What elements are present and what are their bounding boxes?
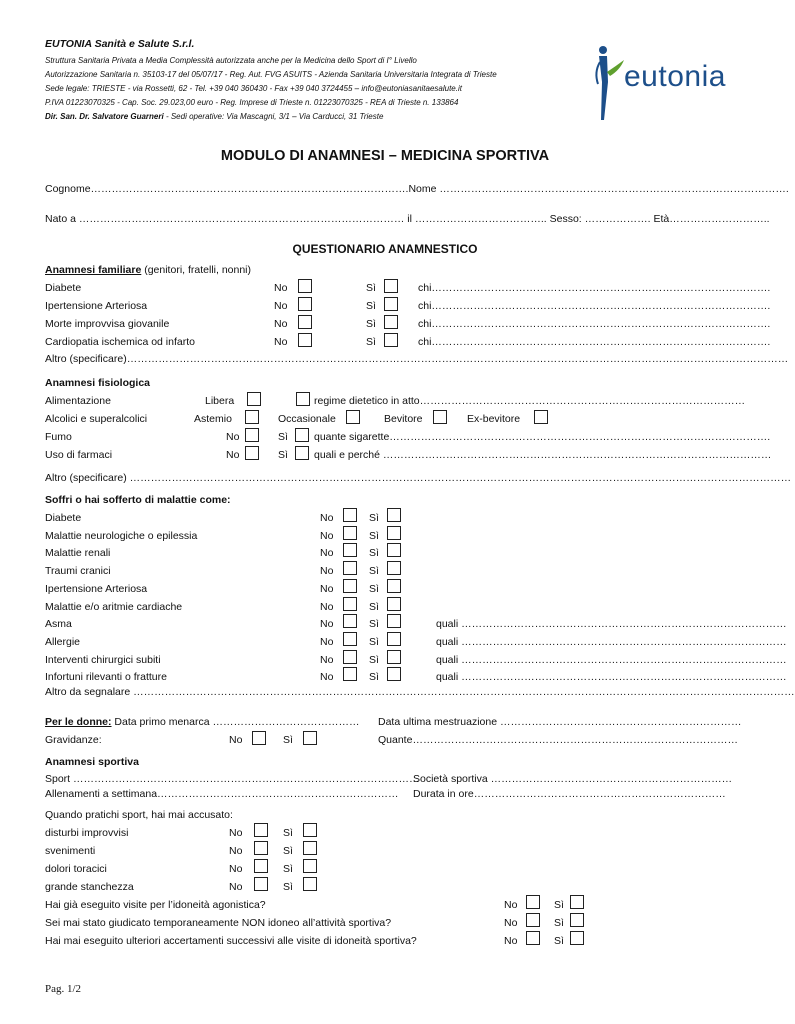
company-name: EUTONIA Sanità e Salute S.r.l.	[45, 38, 195, 50]
malattia-no-label: No	[320, 618, 334, 631]
malattia-si-checkbox[interactable]	[387, 597, 401, 611]
alimentazione-label: Alimentazione	[45, 395, 111, 407]
malattia-no-checkbox[interactable]	[343, 579, 357, 593]
familiare-si-checkbox[interactable]	[384, 297, 398, 311]
malattia-si-checkbox[interactable]	[387, 632, 401, 646]
regime-checkbox[interactable]	[296, 392, 310, 406]
familiare-heading: Anamnesi familiare (genitori, fratelli, nonni)	[45, 264, 252, 276]
idoneita-no-label: No	[504, 935, 518, 947]
familiare-chi-field[interactable]: chi…………………………………………………………………………………….	[418, 336, 771, 348]
familiare-si-label: Sì	[366, 336, 376, 348]
farmaci-no-checkbox[interactable]	[245, 446, 259, 460]
malattia-no-label: No	[320, 671, 334, 684]
malattia-item-label: Allergie	[45, 635, 81, 648]
sintomo-no-checkbox[interactable]	[254, 859, 268, 873]
astemio-checkbox[interactable]	[245, 410, 259, 424]
header-line: Sede legale: TRIESTE - via Rossetti, 62 - Tel. +39 040 360430 - Fax +39 040 3724455 – info@eutoniasanitaesalute.it	[45, 84, 462, 93]
cognome-nome-field[interactable]: Cognome……………………………………………………………………………….Nome ……………………………………………………………………………………….	[45, 183, 789, 195]
malattia-si-label: Sì	[369, 547, 379, 560]
malattia-no-checkbox[interactable]	[343, 650, 357, 664]
malattia-si-label: Sì	[369, 635, 379, 648]
fisiologica-altro-field[interactable]: Altro (specificare) ………………………………………………………………………………………………………………………………………………………………………	[45, 472, 792, 484]
malattia-si-label: Sì	[369, 529, 379, 542]
malattia-no-checkbox[interactable]	[343, 614, 357, 628]
sintomo-item-label: grande stanchezza	[45, 881, 134, 893]
sintomo-si-label: Sì	[283, 881, 293, 893]
idoneita-no-checkbox[interactable]	[526, 913, 540, 927]
exbevitore-label: Ex-bevitore	[467, 413, 521, 425]
sintomo-si-checkbox[interactable]	[303, 877, 317, 891]
farmaci-label: Uso di farmaci	[45, 449, 113, 461]
malattia-item-label: Infortuni rilevanti o fratture	[45, 671, 167, 684]
sport-question: Quando pratichi sport, hai mai accusato:	[45, 809, 233, 821]
malattia-no-label: No	[320, 565, 334, 578]
familiare-si-label: Sì	[366, 318, 376, 330]
familiare-altro-field[interactable]: Altro (specificare)………………………………………………………………………………………………………………………………………………………………………	[45, 353, 789, 365]
malattia-item-label: Malattie renali	[45, 547, 111, 560]
societa-field[interactable]: Società sportiva ……………………………………………………………	[413, 773, 733, 785]
sintomo-si-checkbox[interactable]	[303, 859, 317, 873]
malattia-no-label: No	[320, 582, 334, 595]
farmaci-si-checkbox[interactable]	[295, 446, 309, 460]
bevitore-checkbox[interactable]	[433, 410, 447, 424]
malattia-si-checkbox[interactable]	[387, 667, 401, 681]
logo-text: eutonia	[624, 60, 726, 93]
familiare-chi-field[interactable]: chi…………………………………………………………………………………….	[418, 300, 771, 312]
malattia-no-checkbox[interactable]	[343, 632, 357, 646]
sintomo-no-checkbox[interactable]	[254, 841, 268, 855]
occasionale-checkbox[interactable]	[346, 410, 360, 424]
malattia-item-label: Traumi cranici	[45, 565, 111, 578]
malattia-quali-field[interactable]: quali …………………………………………………………………………………	[436, 635, 787, 648]
familiare-no-label: No	[274, 300, 288, 312]
idoneita-si-label: Sì	[554, 899, 564, 911]
malattia-no-label: No	[320, 512, 334, 524]
farmaci-si-label: Sì	[278, 449, 288, 461]
quante-field[interactable]: Quante…………………………………………………………………………………	[378, 734, 738, 746]
gravidanze-label: Gravidanze:	[45, 734, 102, 746]
familiare-no-label: No	[274, 336, 288, 348]
idoneita-no-checkbox[interactable]	[526, 931, 540, 945]
donne-menarca: Per le donne: Data primo menarca ……………………………………	[45, 716, 360, 728]
fumo-si-label: Sì	[278, 431, 288, 443]
sintomo-no-label: No	[229, 881, 243, 893]
idoneita-question: Hai già eseguito visite per l’idoneità agonistica?	[45, 899, 266, 911]
sportiva-heading: Anamnesi sportiva	[45, 756, 139, 768]
malattia-si-label: Sì	[369, 565, 379, 578]
logo	[590, 42, 740, 122]
sintomo-si-label: Sì	[283, 827, 293, 839]
familiare-si-checkbox[interactable]	[384, 333, 398, 347]
fumo-no-checkbox[interactable]	[245, 428, 259, 442]
sintomo-si-checkbox[interactable]	[303, 823, 317, 837]
malattia-si-checkbox[interactable]	[387, 614, 401, 628]
idoneita-no-label: No	[504, 899, 518, 911]
familiare-si-checkbox[interactable]	[384, 315, 398, 329]
questionnaire-title: QUESTIONARIO ANAMNESTICO	[292, 242, 478, 256]
gravidanze-si-label: Sì	[283, 734, 293, 746]
fumo-no-label: No	[226, 431, 240, 443]
malattia-quali-field[interactable]: quali …………………………………………………………………………………	[436, 653, 787, 666]
sintomo-item-label: disturbi improvvisi	[45, 827, 129, 839]
idoneita-no-label: No	[504, 917, 518, 929]
page-title: MODULO DI ANAMNESI – MEDICINA SPORTIVA	[220, 148, 550, 164]
libera-label: Libera	[205, 395, 235, 407]
familiare-item-label: Ipertensione Arteriosa	[45, 300, 148, 312]
gravidanze-si-checkbox[interactable]	[303, 731, 317, 745]
malattia-si-label: Sì	[369, 653, 379, 666]
malattia-item-label: Malattie neurologiche o epilessia	[45, 529, 198, 542]
header-line: Struttura Sanitaria Privata a Media Complessità autorizzata anche per la Medicina dello Sport di I° Livello	[45, 56, 417, 65]
familiare-item-label: Diabete	[45, 282, 82, 294]
malattia-si-checkbox[interactable]	[387, 543, 401, 557]
malattia-item-label: Ipertensione Arteriosa	[45, 582, 148, 595]
header-director: Dir. San. Dr. Salvatore Guarneri - Sedi operative: Via Mascagni, 3/1 – Via Carducci, 31 Trieste	[45, 112, 384, 121]
familiare-no-checkbox[interactable]	[298, 279, 312, 293]
malattia-si-checkbox[interactable]	[387, 561, 401, 575]
malattia-si-label: Sì	[369, 582, 379, 595]
familiare-no-checkbox[interactable]	[298, 315, 312, 329]
familiare-no-label: No	[274, 318, 288, 330]
idoneita-question: Sei mai stato giudicato temporaneamente NON idoneo all’attività sportiva?	[45, 917, 392, 929]
malattia-quali-field[interactable]: quali …………………………………………………………………………………	[436, 618, 787, 631]
fisiologica-heading: Anamnesi fisiologica	[45, 377, 151, 389]
malattie-heading: Soffri o hai sofferto di malattie come:	[45, 494, 231, 506]
malattie-altro-field[interactable]: Altro da segnalare ………………………………………………………………………………………………………………………………………………………………………	[45, 686, 795, 698]
header-line: Autorizzazione Sanitaria n. 35103-17 del 05/07/17 - Reg. Aut. FVG ASUITS - Azienda Sanitaria Universitaria Integrata di Trieste	[45, 70, 497, 79]
fumo-label: Fumo	[45, 431, 72, 443]
exbevitore-checkbox[interactable]	[534, 410, 548, 424]
mestruazione-field[interactable]: Data ultima mestruazione ……………………………………………………………	[378, 716, 742, 728]
malattia-no-checkbox[interactable]	[343, 543, 357, 557]
familiare-chi-field[interactable]: chi…………………………………………………………………………………….	[418, 318, 771, 330]
malattia-item-label: Malattie e/o aritmie cardiache	[45, 600, 183, 613]
familiare-no-checkbox[interactable]	[298, 333, 312, 347]
sintomo-si-checkbox[interactable]	[303, 841, 317, 855]
familiare-si-label: Sì	[366, 300, 376, 312]
malattia-no-label: No	[320, 635, 334, 648]
sport-field[interactable]: Sport ………………………………………………………………………………………	[45, 773, 420, 785]
malattia-no-checkbox[interactable]	[343, 667, 357, 681]
sintomo-no-label: No	[229, 863, 243, 875]
bevitore-label: Bevitore	[384, 413, 423, 425]
familiare-chi-field[interactable]: chi…………………………………………………………………………………….	[418, 282, 771, 294]
familiare-si-checkbox[interactable]	[384, 279, 398, 293]
page-number: Pag. 1/2	[45, 983, 82, 995]
malattia-no-label: No	[320, 600, 334, 613]
malattia-no-checkbox[interactable]	[343, 508, 357, 522]
familiare-no-checkbox[interactable]	[298, 297, 312, 311]
astemio-label: Astemio	[194, 413, 232, 425]
sintomo-no-label: No	[229, 827, 243, 839]
idoneita-question: Hai mai eseguito ulteriori accertamenti successivi alle visite di idoneità sportiva?	[45, 935, 417, 947]
sintomo-no-checkbox[interactable]	[254, 823, 268, 837]
malattia-no-checkbox[interactable]	[343, 561, 357, 575]
malattia-no-label: No	[320, 547, 334, 560]
familiare-no-label: No	[274, 282, 288, 294]
occasionale-label: Occasionale	[278, 413, 336, 425]
sintomo-no-label: No	[229, 845, 243, 857]
fumo-si-checkbox[interactable]	[295, 428, 309, 442]
malattia-si-label: Sì	[369, 671, 379, 684]
malattia-si-checkbox[interactable]	[387, 508, 401, 522]
regime-field[interactable]: regime dietetico in atto…………………………………………………………………………………	[314, 395, 746, 407]
gravidanze-no-label: No	[229, 734, 243, 746]
idoneita-si-label: Sì	[554, 935, 564, 947]
malattia-no-label: No	[320, 529, 334, 542]
malattia-item-label: Interventi chirurgici subiti	[45, 653, 161, 666]
malattia-item-label: Diabete	[45, 512, 82, 524]
familiare-item-label: Cardiopatia ischemica od infarto	[45, 336, 195, 348]
idoneita-si-label: Sì	[554, 917, 564, 929]
malattia-si-label: Sì	[369, 512, 379, 524]
sintomo-si-label: Sì	[283, 863, 293, 875]
sintomo-item-label: dolori toracici	[45, 863, 107, 875]
farmaci-no-label: No	[226, 449, 240, 461]
malattia-si-checkbox[interactable]	[387, 579, 401, 593]
libera-checkbox[interactable]	[247, 392, 261, 406]
malattia-no-checkbox[interactable]	[343, 597, 357, 611]
malattia-si-label: Sì	[369, 618, 379, 631]
sigarette-field[interactable]: quante sigarette……………………………………………………………………………………………….	[314, 431, 771, 443]
idoneita-no-checkbox[interactable]	[526, 895, 540, 909]
idoneita-si-checkbox[interactable]	[570, 913, 584, 927]
familiare-item-label: Morte improvvisa giovanile	[45, 318, 170, 330]
alcolici-label: Alcolici e superalcolici	[45, 413, 148, 425]
nascita-field[interactable]: Nato a ………………………………………………………………………………… il ……………………………….. Sesso: ………………. Età………………………..	[45, 213, 770, 225]
idoneita-si-checkbox[interactable]	[570, 931, 584, 945]
malattia-si-checkbox[interactable]	[387, 650, 401, 664]
malattia-item-label: Asma	[45, 618, 72, 631]
malattia-no-label: No	[320, 653, 334, 666]
farmaci-field[interactable]: quali e perché …………………………………………………………………………………………………	[314, 449, 772, 461]
malattia-no-checkbox[interactable]	[343, 526, 357, 540]
malattia-si-label: Sì	[369, 600, 379, 613]
idoneita-si-checkbox[interactable]	[570, 895, 584, 909]
sintomo-item-label: svenimenti	[45, 845, 96, 857]
sintomo-si-label: Sì	[283, 845, 293, 857]
familiare-si-label: Sì	[366, 282, 376, 294]
gravidanze-no-checkbox[interactable]	[252, 731, 266, 745]
allenamenti-field[interactable]: Allenamenti a settimana……………………………………………………………	[45, 788, 399, 800]
durata-field[interactable]: Durata in ore………………………………………………………………	[413, 788, 726, 800]
malattia-si-checkbox[interactable]	[387, 526, 401, 540]
header-line: P.IVA 01223070325 - Cap. Soc. 29.023,00 euro - Reg. Imprese di Trieste n. 01223070325 - REA di Trieste n. 133864	[45, 98, 459, 107]
sintomo-no-checkbox[interactable]	[254, 877, 268, 891]
malattia-quali-field[interactable]: quali …………………………………………………………………………………	[436, 671, 787, 684]
